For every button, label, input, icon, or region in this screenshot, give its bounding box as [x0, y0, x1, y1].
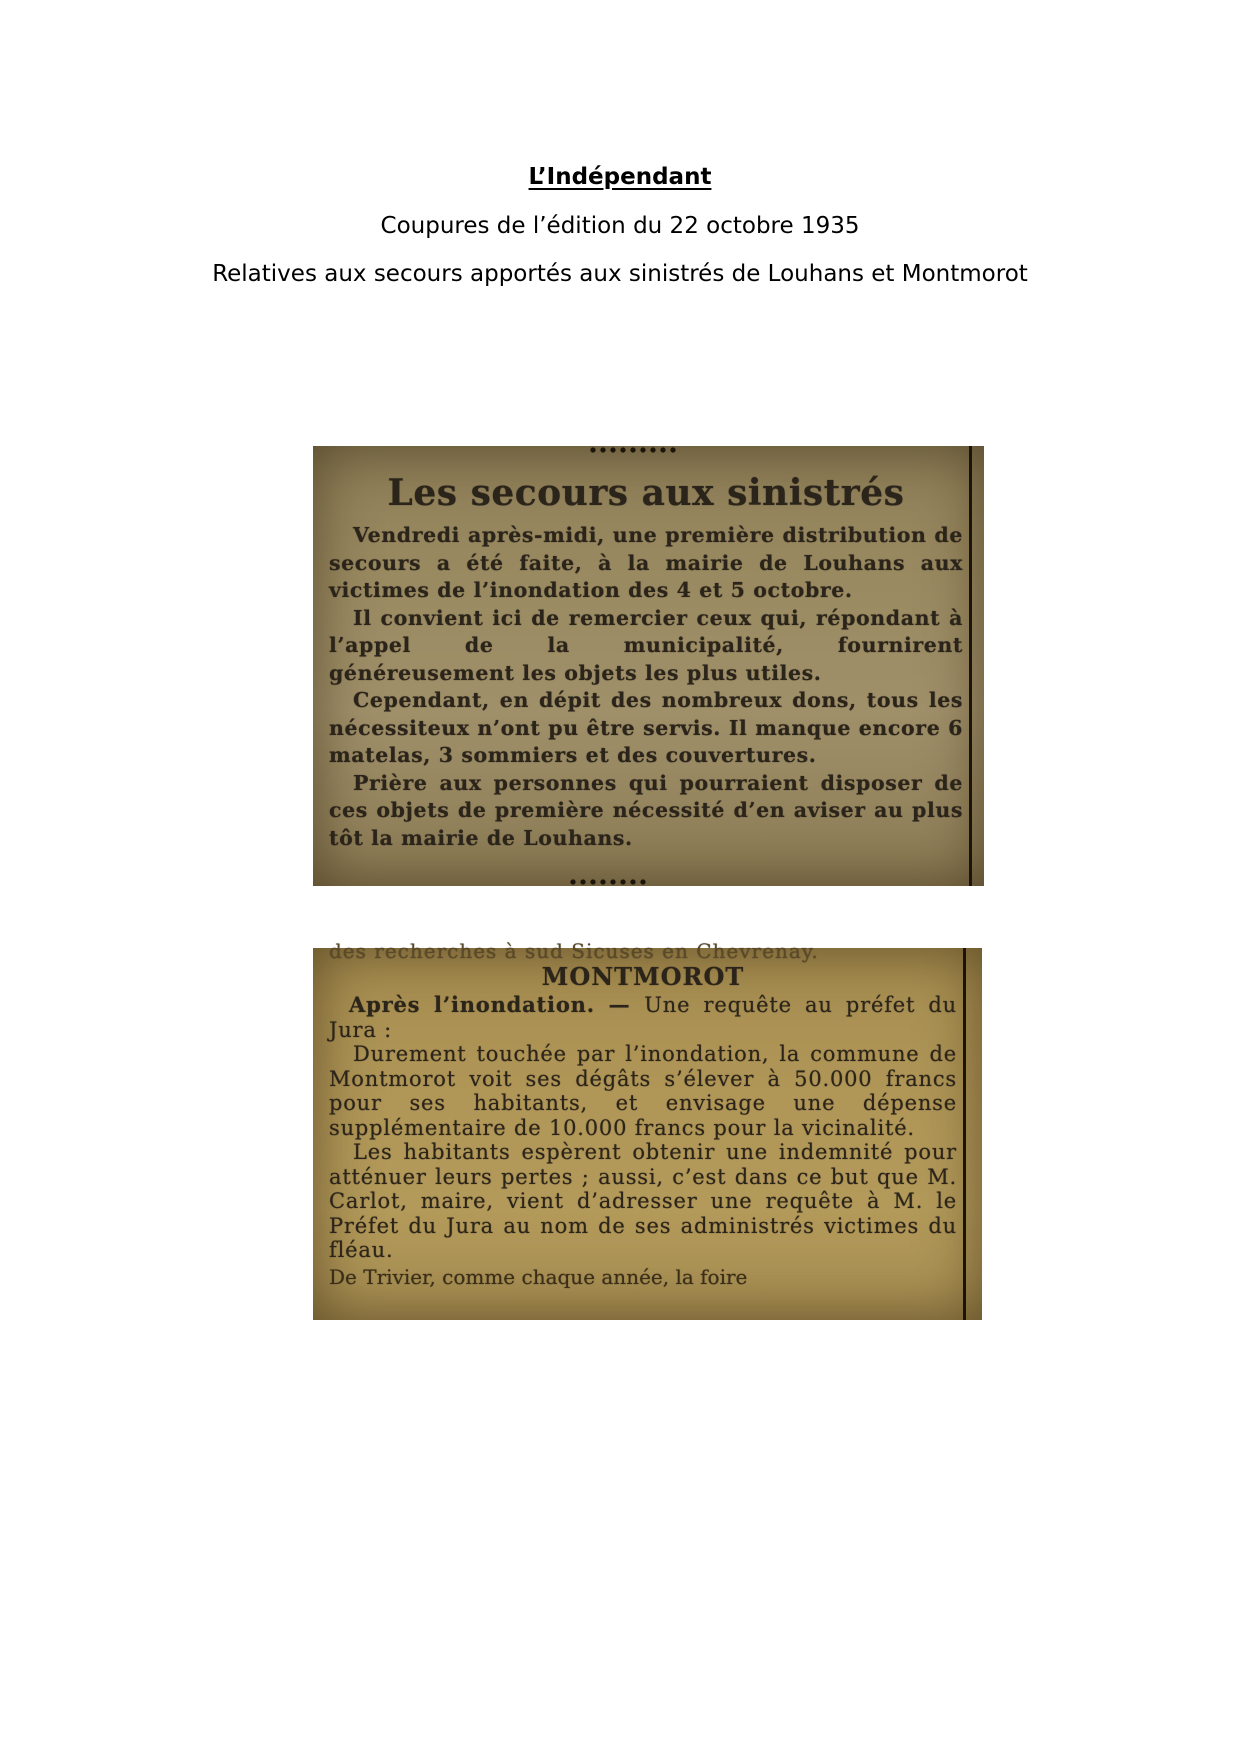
newspaper-clipping-louhans [313, 446, 984, 886]
clipping-paragraph: Prière aux personnes qui pourraient disposer de ces objets de première nécessité d’en aviser au plus tôt la mairie de Louhans. [329, 770, 963, 850]
clipping-paragraph: Vendredi après-midi, une première distribution de secours a été faite, à la mairie de Louhans aux victimes de l’inondation des 4 et 5 octobre. [329, 523, 963, 602]
ornament-bottom [568, 878, 648, 886]
clipping-cut-text-top: des recherches à sud Sicuses en Chevrenay. [329, 939, 819, 963]
document-subtitle-topic: Relatives aux secours apportés aux sinistrés de Louhans et Montmorot [212, 261, 1028, 287]
clipping-lead [329, 993, 957, 1042]
clipping-paragraph: Durement touchée par l’inondation, la commune de Montmorot voit ses dégâts s’élever à 50.000 francs pour ses habitants, et envisage une dépense supplémentaire de 10.000 francs pour la vicinalité. [329, 1042, 957, 1140]
clipping-cut-text-bottom: De Trivier, comme chaque année, la foire [329, 1264, 748, 1289]
clipping-kicker: Après l’inondation. — [349, 992, 645, 1017]
clipping-paragraph: Cependant, en dépit des nombreux dons, tous les nécessiteux n’ont pu être servis. Il manque encore 6 matelas, 3 sommiers et des couvertures. [329, 688, 963, 767]
document-title: L’Indépendant [528, 164, 712, 190]
document-subtitle-date: Coupures de l’édition du 22 octobre 1935 [380, 213, 860, 239]
clipping-kicker-rest: Une requête au préfet du Jura : [329, 993, 957, 1042]
column-rule [969, 446, 972, 886]
clipping-headline: Les secours aux sinistrés [387, 472, 905, 514]
newspaper-clipping-montmorot [313, 939, 982, 1320]
column-rule [963, 948, 966, 1320]
clipping-paragraph: Les habitants espèrent obtenir une indemnité pour atténuer leurs pertes ; aussi, c’est dans ce but que M. Carlot, maire, vient d’adresser une requête à M. le Préfet du Jura au nom de ses administrés victimes du fléau. [329, 1140, 957, 1262]
clipping-paragraph: Il convient ici de remercier ceux qui, répondant à l’appel de la municipalité, fournirent généreusement les objets les plus utiles. [329, 605, 963, 685]
clipping-section-title: MONTMOROT [541, 962, 745, 991]
